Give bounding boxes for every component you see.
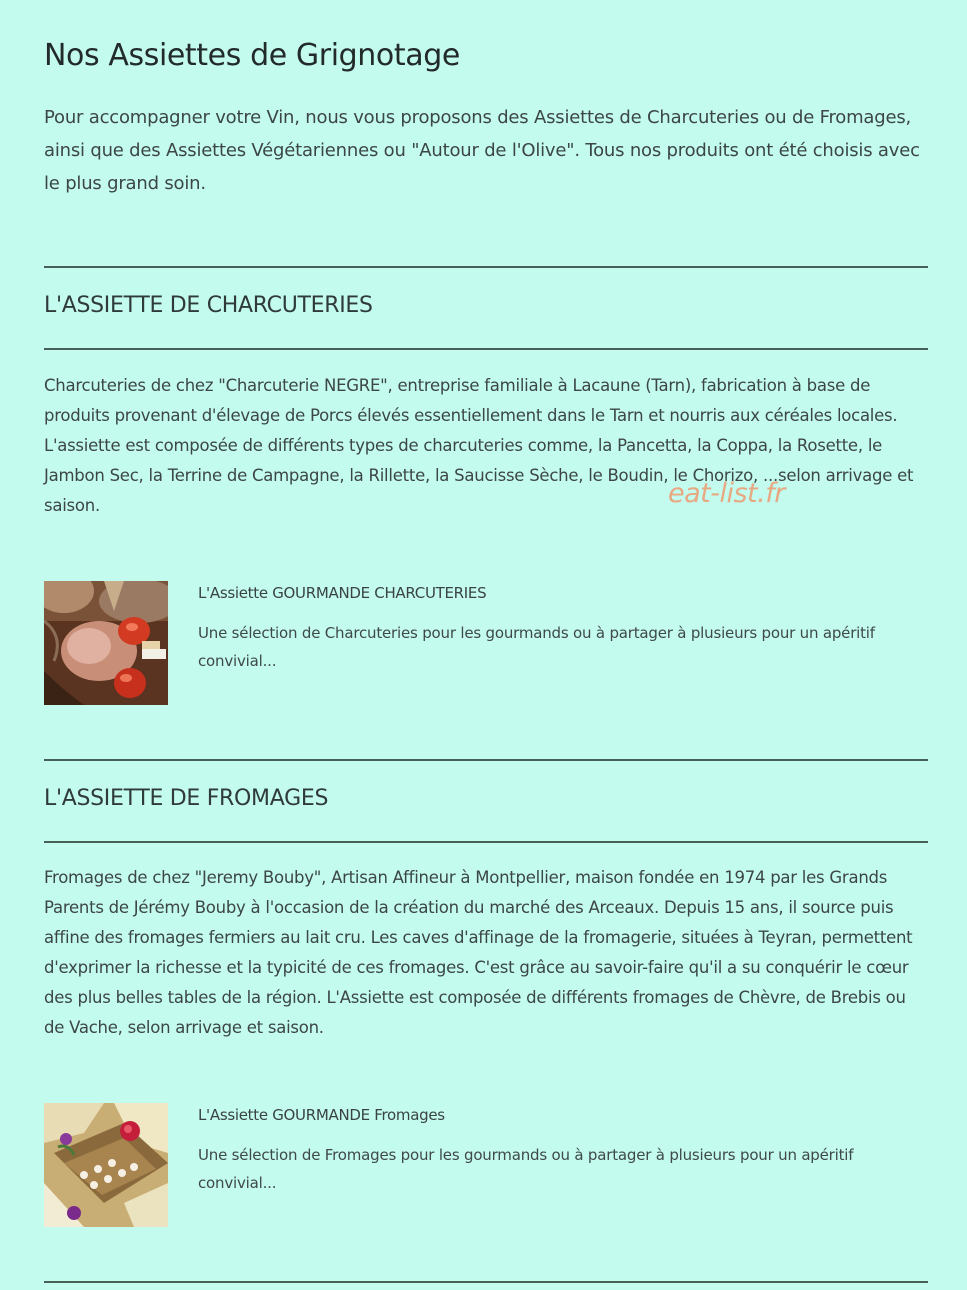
charcuteries-image [44, 581, 168, 705]
section-text-charcuteries: Charcuteries de chez "Charcuterie NEGRE", entreprise familiale à Lacaune (Tarn), fabrication à base de produits provenant d'élevage de Porcs élevés essentiellement dans le Tarn et nourris aux céréales locales. L'assiette est composée de différents types de charcuteries comme, la Pancetta, la Coppa, la Rosette, le Jambon Sec, la Terrine de Campagne, la Rillette, la Saucisse Sèche, le Boudin, le Chorizo, ...selon arrivage et saison. [44, 376, 914, 515]
section-title-fromages: L'ASSIETTE DE FROMAGES [44, 786, 329, 811]
fromages-photo[interactable] [44, 1103, 168, 1227]
card-title-fromages[interactable]: L'Assiette GOURMANDE Fromages [198, 1106, 445, 1124]
charcuteries-photo[interactable] [44, 581, 168, 705]
section-divider [44, 1281, 928, 1283]
watermark-text: eat-list.fr [668, 478, 785, 509]
section-divider [44, 759, 928, 761]
page-title: Nos Assiettes de Grignotage [44, 38, 460, 73]
section-divider [44, 348, 928, 350]
section-title-charcuteries: L'ASSIETTE DE CHARCUTERIES [44, 293, 373, 318]
card-title-charcuteries[interactable]: L'Assiette GOURMANDE CHARCUTERIES [198, 584, 487, 602]
page-intro: Pour accompagner votre Vin, nous vous proposons des Assiettes de Charcuteries ou de Fromages, ainsi que des Assiettes Végétariennes ou "Autour de l'Olive". Tous nos produits ont été choisis avec le plus grand soin. [44, 107, 920, 194]
card-fromages[interactable] [44, 1103, 928, 1228]
section-divider [44, 266, 928, 268]
card-description-fromages: Une sélection de Fromages pour les gourmands ou à partager à plusieurs pour un apéritif convivial... [198, 1146, 854, 1192]
section-text-fromages: Fromages de chez "Jeremy Bouby", Artisan Affineur à Montpellier, maison fondée en 1974 par les Grands Parents de Jérémy Bouby à l'occasion de la création du marché des Arceaux. Depuis 15 ans, il source puis affine des fromages fermiers au lait cru. Les caves d'affinage de la fromagerie, situées à Teyran, permettent d'exprimer la richesse et la typicité de ces fromages. C'est grâce au savoir-faire qu'il a su conquérir le cœur des plus belles tables de la région. L'Assiette est composée de différents fromages de Chèvre, de Brebis ou de Vache, selon arrivage et saison. [44, 868, 913, 1037]
fromages-image [44, 1103, 168, 1227]
card-charcuteries[interactable] [44, 581, 928, 706]
section-divider [44, 841, 928, 843]
card-description-charcuteries: Une sélection de Charcuteries pour les gourmands ou à partager à plusieurs pour un apéritif convivial... [198, 624, 875, 670]
